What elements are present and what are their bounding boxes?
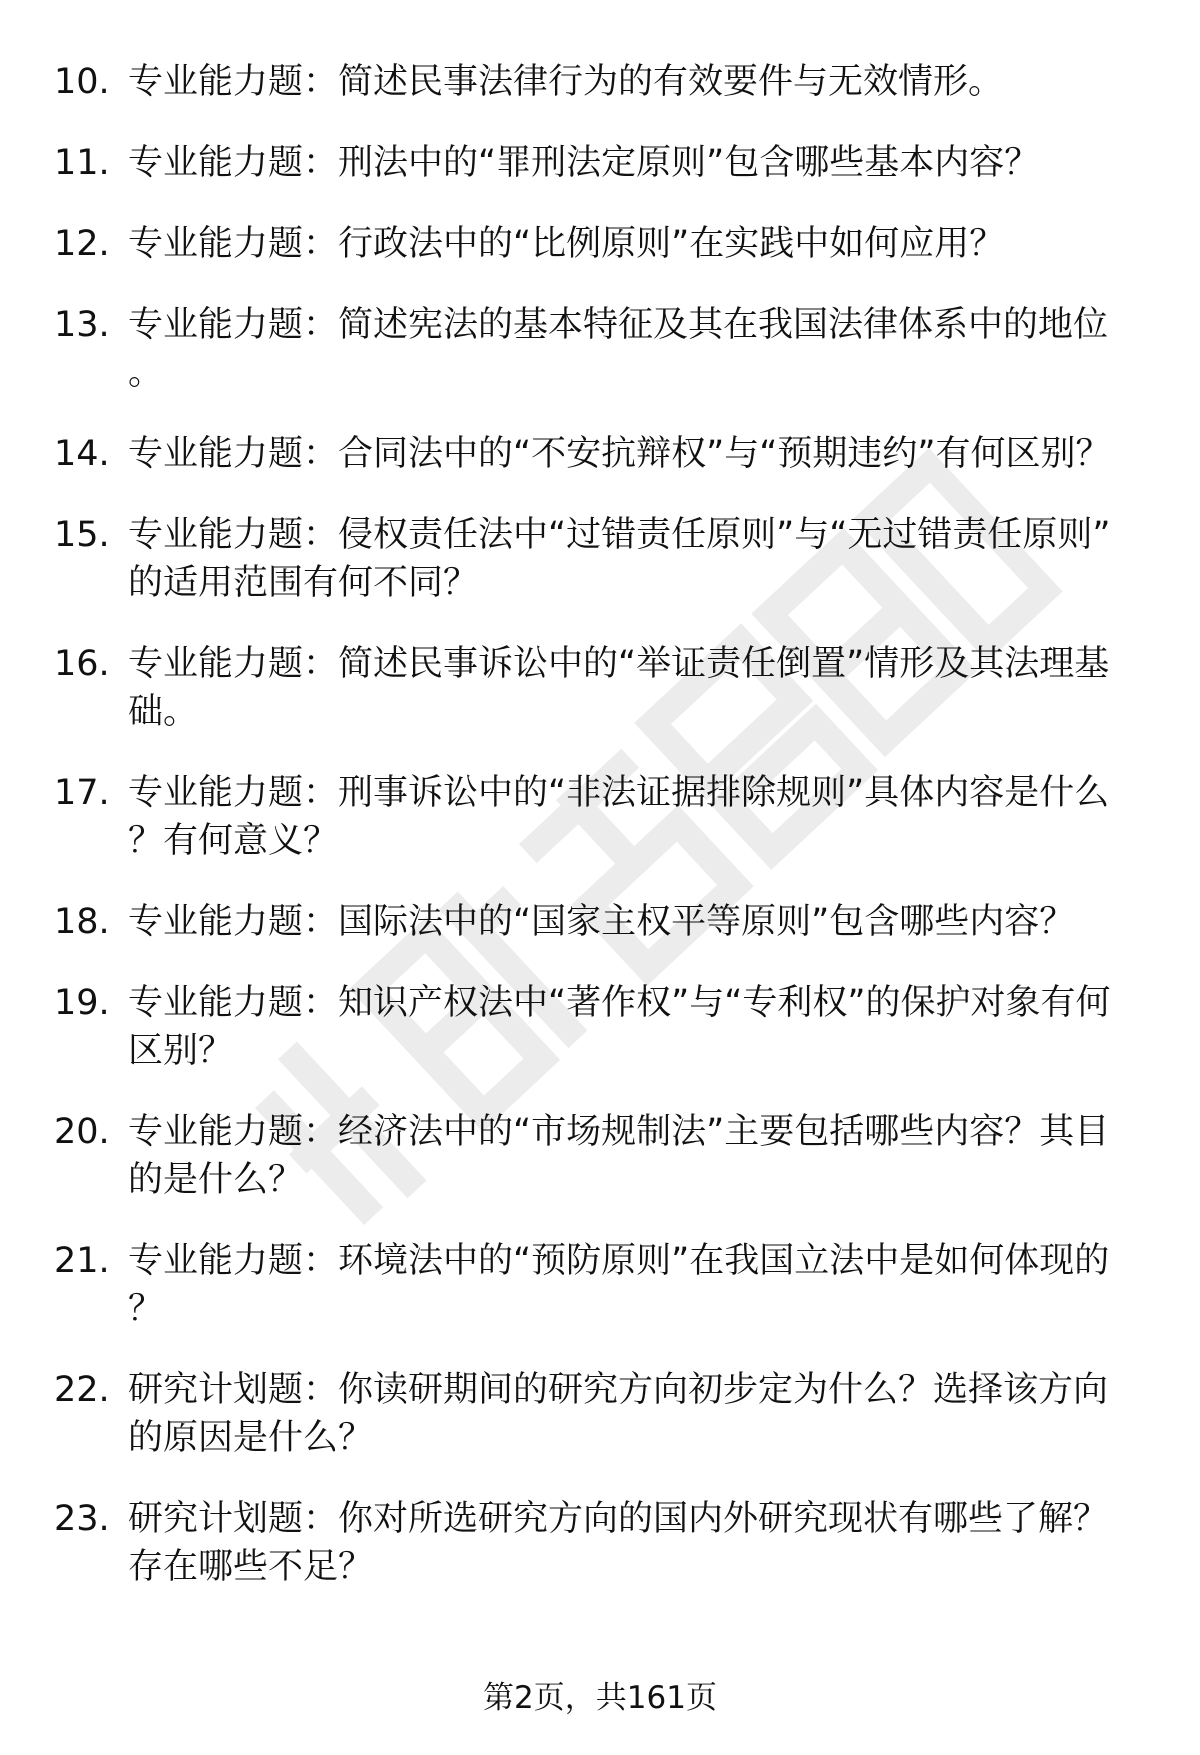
- question-text: 专业能力题：侵权责任法中“过错责任原则”与“无过错责任原则”的适用范围有何不同？: [128, 515, 1111, 603]
- question-item: [0, 1237, 1200, 1333]
- question-number: 18.: [54, 902, 110, 942]
- question-item: [0, 58, 1200, 106]
- question-number: 12.: [54, 224, 110, 264]
- question-number: 22.: [54, 1370, 110, 1410]
- question-text: 专业能力题：国际法中的“国家主权平等原则”包含哪些内容？: [128, 902, 1075, 942]
- question-item: [0, 769, 1200, 865]
- question-number: 13.: [54, 305, 110, 345]
- question-number: 11.: [54, 143, 110, 183]
- question-number: 21.: [54, 1241, 110, 1281]
- question-text: 专业能力题：刑法中的“罪刑法定原则”包含哪些基本内容？: [128, 143, 1040, 183]
- question-text: 专业能力题：知识产权法中“著作权”与“专利权”的保护对象有何区别？: [128, 983, 1111, 1071]
- question-text: 专业能力题：行政法中的“比例原则”在实践中如何应用？: [128, 224, 1005, 264]
- question-item: [0, 139, 1200, 187]
- question-item: [0, 979, 1200, 1075]
- question-text: 专业能力题：简述民事诉讼中的“举证责任倒置”情形及其法理基础。: [128, 644, 1110, 732]
- question-item: [0, 301, 1200, 397]
- question-text: 专业能力题：经济法中的“市场规制法”主要包括哪些内容？其目的是什么？: [128, 1112, 1110, 1200]
- question-text: 研究计划题：你对所选研究方向的国内外研究现状有哪些了解？存在哪些不足？: [128, 1499, 1109, 1587]
- question-number: 16.: [54, 644, 110, 684]
- question-item: [0, 1366, 1200, 1462]
- question-text: 专业能力题：刑事诉讼中的“非法证据排除规则”具体内容是什么？有何意义？: [128, 773, 1110, 861]
- question-number: 10.: [54, 62, 110, 102]
- question-list: [0, 58, 1200, 1624]
- question-item: [0, 511, 1200, 607]
- question-number: 19.: [54, 983, 110, 1023]
- question-number: 23.: [54, 1499, 110, 1539]
- question-item: [0, 1495, 1200, 1591]
- question-item: [0, 1108, 1200, 1204]
- question-text: 研究计划题：你读研期间的研究方向初步定为什么？选择该方向的原因是什么？: [128, 1370, 1109, 1458]
- question-item: [0, 898, 1200, 946]
- question-number: 15.: [54, 515, 110, 555]
- question-number: 17.: [54, 773, 110, 813]
- page-footer: 第2页，共161页: [483, 1680, 717, 1716]
- question-item: [0, 430, 1200, 478]
- question-item: [0, 220, 1200, 268]
- question-number: 14.: [54, 434, 110, 474]
- question-number: 20.: [54, 1112, 110, 1152]
- question-text: 专业能力题：简述宪法的基本特征及其在我国法律体系中的地位。: [128, 305, 1109, 393]
- question-text: 专业能力题：合同法中的“不安抗辩权”与“预期违约”有何区别？: [128, 434, 1111, 474]
- question-item: [0, 640, 1200, 736]
- question-text: 专业能力题：简述民事法律行为的有效要件与无效情形。: [128, 62, 1004, 102]
- question-text: 专业能力题：环境法中的“预防原则”在我国立法中是如何体现的？: [128, 1241, 1110, 1329]
